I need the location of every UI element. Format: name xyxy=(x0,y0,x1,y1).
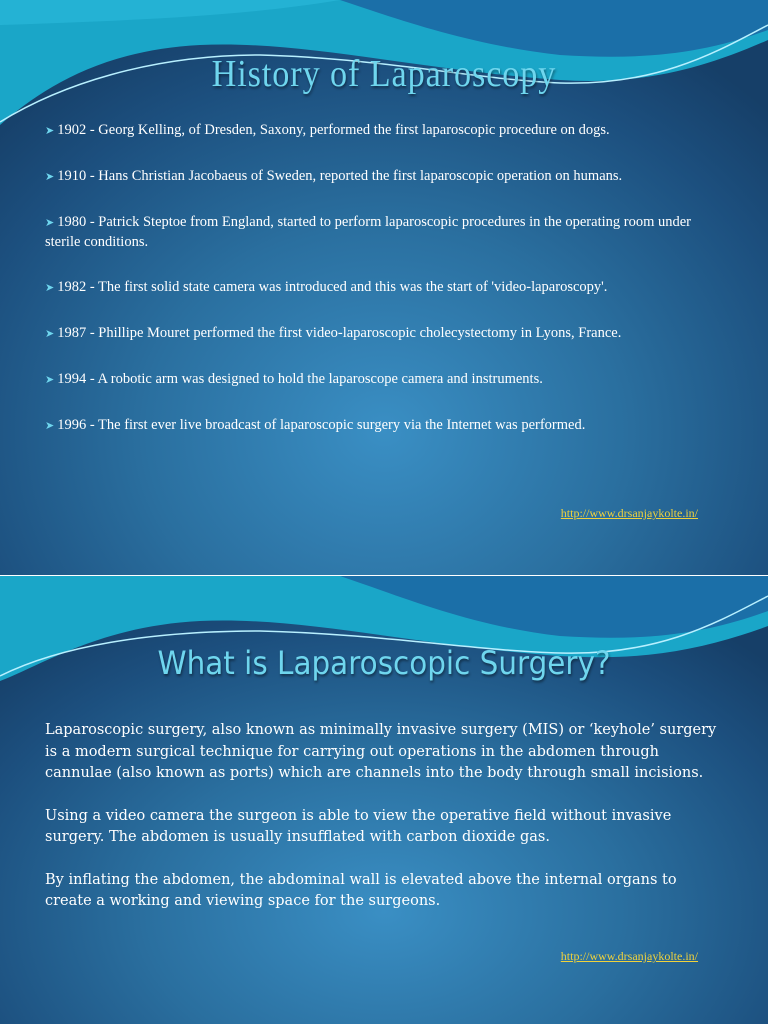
website-link[interactable]: http://www.drsanjaykolte.in/ xyxy=(560,506,698,520)
bullet-item xyxy=(45,416,705,436)
slide-what-is xyxy=(0,576,768,1024)
bullet-text: 1902 - Georg Kelling, of Dresden, Saxony, performed the first laparoscopic procedure on dogs. xyxy=(57,122,610,138)
bullet-text: 1910 - Hans Christian Jacobaeus of Sweden, reported the first laparoscopic operation on humans. xyxy=(57,168,623,184)
paragraph: By inflating the abdomen, the abdominal wall is elevated above the internal organs to create a working and viewing space for the surgeons. xyxy=(45,871,677,909)
bullet-text: 1994 - A robotic arm was designed to hold the laparoscope camera and instruments. xyxy=(57,371,543,387)
arrow-bullet-icon: ➤ xyxy=(45,171,55,183)
bullet-text: 1996 - The first ever live broadcast of laparoscopic surgery via the Internet was performed. xyxy=(57,417,586,433)
paragraph: Laparoscopic surgery, also known as minimally invasive surgery (MIS) or ‘keyhole’ surgery is a modern surgical technique for carrying out operations in the abdomen through cannulae (also known as ports) which are channels into the body through small incisions. xyxy=(45,722,717,781)
bullet-item xyxy=(45,213,705,252)
bullet-item xyxy=(45,278,705,298)
slide-title: History of Laparoscopy xyxy=(211,53,557,95)
website-link[interactable]: http://www.drsanjaykolte.in/ xyxy=(560,949,698,963)
slide-title: What is Laparoscopic Surgery? xyxy=(157,644,611,682)
arrow-bullet-icon: ➤ xyxy=(45,374,55,386)
bullet-item xyxy=(45,370,705,390)
arrow-bullet-icon: ➤ xyxy=(45,420,55,432)
paragraph: Using a video camera the surgeon is able to view the operative field without invasive surgery. The abdomen is usually insufflated with carbon dioxide gas. xyxy=(45,807,672,845)
bullet-item xyxy=(45,167,705,187)
bullet-item xyxy=(45,324,705,344)
paragraphs xyxy=(45,720,725,934)
arrow-bullet-icon: ➤ xyxy=(45,328,55,340)
bullet-text: 1987 - Phillipe Mouret performed the first video-laparoscopic cholecystectomy in Lyons, France. xyxy=(57,325,622,341)
bullet-text: 1980 - Patrick Steptoe from England, started to perform laparoscopic procedures in the operating room under sterile conditions. xyxy=(45,214,691,250)
arrow-bullet-icon: ➤ xyxy=(45,217,55,229)
arrow-bullet-icon: ➤ xyxy=(45,282,55,294)
bullet-item xyxy=(45,121,705,141)
bullet-list xyxy=(45,121,705,462)
arrow-bullet-icon: ➤ xyxy=(45,125,55,137)
bullet-text: 1982 - The first solid state camera was introduced and this was the start of 'video-laparoscopy'. xyxy=(57,279,608,295)
